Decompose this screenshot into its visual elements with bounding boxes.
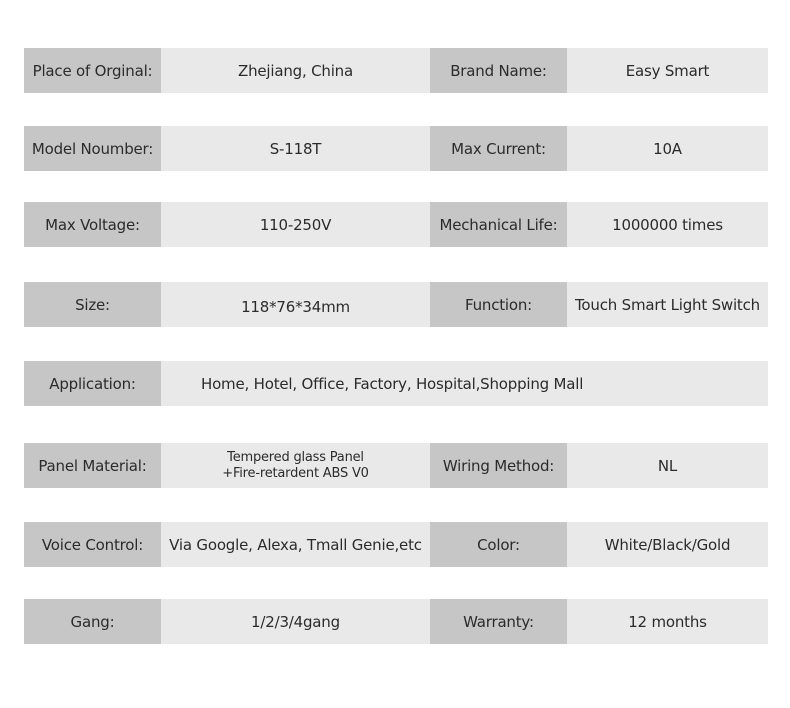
spec-label-model-number: Model Noumber: (24, 126, 161, 171)
spec-value-brand-name: Easy Smart (567, 48, 768, 93)
spec-value-application: Home, Hotel, Office, Factory, Hospital,Shopping Mall (161, 361, 768, 406)
spec-row-panel-material (24, 443, 768, 488)
spec-value-warranty: 12 months (567, 599, 768, 644)
spec-label-max-voltage: Max Voltage: (24, 202, 161, 247)
spec-label-mechanical-life: Mechanical Life: (430, 202, 567, 247)
spec-label-gang: Gang: (24, 599, 161, 644)
spec-value-size: 118*76*34mm (161, 282, 430, 327)
spec-row-application (24, 361, 768, 406)
spec-value-max-current: 10A (567, 126, 768, 171)
spec-label-max-current: Max Current: (430, 126, 567, 171)
spec-row-size (24, 282, 768, 327)
spec-value-place-of-origin: Zhejiang, China (161, 48, 430, 93)
spec-label-warranty: Warranty: (430, 599, 567, 644)
spec-label-application: Application: (24, 361, 161, 406)
spec-row-max-voltage (24, 202, 768, 247)
spec-value-gang: 1/2/3/4gang (161, 599, 430, 644)
spec-value-panel-material (161, 443, 430, 488)
spec-row-place-of-origin (24, 48, 768, 93)
spec-row-voice-control (24, 522, 768, 567)
spec-label-size: Size: (24, 282, 161, 327)
spec-label-function: Function: (430, 282, 567, 327)
spec-label-wiring-method: Wiring Method: (430, 443, 567, 488)
spec-row-model-number (24, 126, 768, 171)
spec-label-color: Color: (430, 522, 567, 567)
spec-value-panel-material-line1: Tempered glass Panel (227, 449, 364, 465)
spec-row-gang (24, 599, 768, 644)
spec-value-color: White/Black/Gold (567, 522, 768, 567)
spec-value-voice-control: Via Google, Alexa, Tmall Genie,etc (161, 522, 430, 567)
spec-value-wiring-method: NL (567, 443, 768, 488)
spec-value-max-voltage: 110-250V (161, 202, 430, 247)
spec-value-function: Touch Smart Light Switch (567, 282, 768, 327)
spec-value-model-number: S-118T (161, 126, 430, 171)
spec-label-place-of-origin: Place of Orginal: (24, 48, 161, 93)
spec-value-panel-material-line2: +Fire-retardent ABS V0 (222, 465, 369, 481)
spec-label-panel-material: Panel Material: (24, 443, 161, 488)
spec-label-voice-control: Voice Control: (24, 522, 161, 567)
spec-value-mechanical-life: 1000000 times (567, 202, 768, 247)
spec-label-brand-name: Brand Name: (430, 48, 567, 93)
